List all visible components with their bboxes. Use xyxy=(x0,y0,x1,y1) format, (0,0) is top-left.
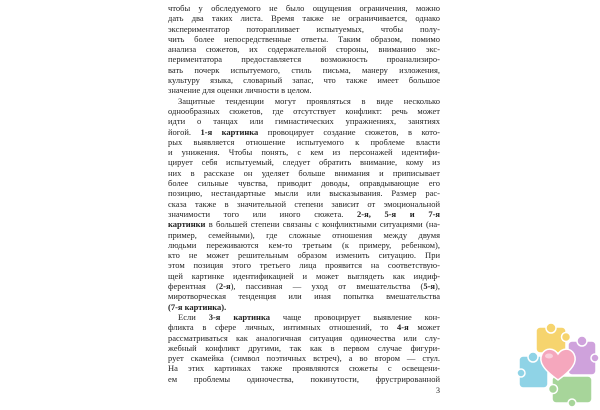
text-run: ем проблемы одиночества, покинутости, фрустрированной xyxy=(168,373,440,384)
text-run: рых выявляется отношение испытуемого к проблеме власти xyxy=(168,136,440,147)
text-run: Защитные тенденции могут проявляться в виде несколько xyxy=(178,95,440,106)
text-line xyxy=(168,363,440,373)
text-run: значимости того или иного сюжета. xyxy=(168,208,358,219)
text-run: фликта в сфере личных, интимных отношений, то xyxy=(168,322,397,333)
text-run: и унижения. Чтобы понять, с кем из персонажей идентифи- xyxy=(168,147,440,158)
text-run: более сильные чувства, приводит доводы, оправдывающие его xyxy=(168,178,440,189)
paragraph-2 xyxy=(168,96,440,312)
text-line xyxy=(168,24,440,34)
text-line xyxy=(168,333,440,343)
text-line xyxy=(168,137,440,147)
text-line xyxy=(168,219,440,229)
text-line xyxy=(168,312,440,322)
text-line xyxy=(168,281,440,291)
text-line xyxy=(168,260,440,270)
bold-term: 2-я, 5-я и 7-я xyxy=(357,208,441,219)
text-run: Если xyxy=(178,311,209,322)
text-line xyxy=(168,96,440,106)
text-run: ), пассивная — уход от вмешательства ( xyxy=(230,281,424,292)
text-line xyxy=(168,3,440,13)
text-line xyxy=(168,65,440,75)
text-line xyxy=(168,240,440,250)
text-run: вать почерк испытуемого, стиль письма, манеру изложения, xyxy=(168,64,440,75)
text-line xyxy=(168,54,440,64)
text-run: дать два таких листа. Время также не ограничивается, однако xyxy=(168,13,440,24)
text-line xyxy=(168,116,440,126)
text-run: жебный конфликт другими, так как в первом случае фигури- xyxy=(168,342,440,353)
text-run: пример, семейными), где сложные отношения между двумя xyxy=(168,229,440,240)
text-run: идти о танцах или гимнастических упражнениях, занятиях xyxy=(168,116,440,127)
text-run: чтобы у обследуемого не было ощущения ограничения, можно xyxy=(168,3,440,13)
text-line xyxy=(168,271,440,281)
text-run: миротворческая тенденция или иная попытка вмешательства xyxy=(168,291,440,302)
text-run: цирует себя испытуемый, следует обратить внимание, кому из xyxy=(168,157,440,168)
text-line xyxy=(168,322,440,332)
paragraph-3 xyxy=(168,312,440,384)
text-line xyxy=(168,230,440,240)
text-line xyxy=(168,85,440,95)
text-run: провоцирует создание сюжетов, в кото- xyxy=(258,126,440,137)
text-run: анализа сюжетов, их содержательной стороны, вниманию экс- xyxy=(168,44,440,55)
text-line xyxy=(168,44,440,54)
text-line xyxy=(168,13,440,23)
text-line xyxy=(168,291,440,301)
text-line xyxy=(168,374,440,384)
text-run: рассматриваться как аналогичная ситуация одиночества или слу- xyxy=(168,332,440,343)
page-number: 3 xyxy=(436,386,440,395)
text-line xyxy=(168,168,440,178)
bold-term: 5-я xyxy=(423,281,436,292)
text-run: может xyxy=(408,322,440,333)
text-line xyxy=(168,127,440,137)
text-run: щей картинке идентификацией и может выглядеть как индиф- xyxy=(168,270,440,281)
bold-term: картинки xyxy=(168,219,206,230)
text-run: культуру языка, словарный запас, что также имеет большое xyxy=(168,75,440,86)
bold-term: (7-я картинка). xyxy=(168,301,227,312)
puzzle-piece-green xyxy=(549,376,593,407)
bold-term: 1-я картинка xyxy=(200,126,259,137)
bold-term: 4-я xyxy=(396,322,409,333)
text-run: этом позиция этого третьего лица проявится на соответствую- xyxy=(168,260,440,271)
text-run: сказа также в значительной степени зависит от эмоциональной xyxy=(168,198,440,209)
puzzle-heart-icon xyxy=(516,322,600,408)
text-run: периментатора предоставляется возможность проанализиро- xyxy=(168,54,440,65)
text-line xyxy=(168,75,440,85)
text-run: позицию, нестандартные мысли или высказывания. Размер рас- xyxy=(168,188,440,199)
text-line xyxy=(168,199,440,209)
text-run: На этих картинках также проявляются сюжеты с освещени- xyxy=(168,363,440,374)
text-run: людьми переживаются кем-то третьим (к примеру, ребенком), xyxy=(168,239,440,250)
text-run: однообразных сюжетов, где отсутствует конфликт: речь может xyxy=(168,105,440,116)
text-line xyxy=(168,343,440,353)
bold-term: 2-я xyxy=(218,281,231,292)
bold-term: 3-я картинка xyxy=(208,311,270,322)
text-line xyxy=(168,353,440,363)
text-run: в большей степени связаны с конфликтными ситуациями (на- xyxy=(205,219,440,230)
text-run: ферентная ( xyxy=(168,281,219,292)
text-line xyxy=(168,178,440,188)
text-line xyxy=(168,188,440,198)
text-line xyxy=(168,147,440,157)
text-line xyxy=(168,250,440,260)
text-run: значение для оценки личности в целом. xyxy=(168,85,312,96)
text-column xyxy=(168,3,440,384)
text-line xyxy=(168,106,440,116)
text-line xyxy=(168,157,440,167)
paragraph-1 xyxy=(168,3,440,96)
text-run: рует скамейка (символ поэтичных встреч), а во втором — стул. xyxy=(168,353,440,364)
text-run: йогой. xyxy=(168,126,201,137)
text-run: экспериментатор поторапливает испытуемых, чтобы полу- xyxy=(168,23,440,34)
text-run: чить более непосредственные ответы. Таким образом, помимо xyxy=(168,33,440,44)
text-run: чаще провоцирует выявление кон- xyxy=(269,311,441,322)
text-run: ), xyxy=(435,281,440,292)
text-line xyxy=(168,302,440,312)
text-run: кто не может решительным образом изменить ситуацию. При xyxy=(168,250,440,261)
text-run: них в рассказе он уделяет больше внимания и приписывает xyxy=(168,167,440,178)
text-line xyxy=(168,209,440,219)
text-line xyxy=(168,34,440,44)
